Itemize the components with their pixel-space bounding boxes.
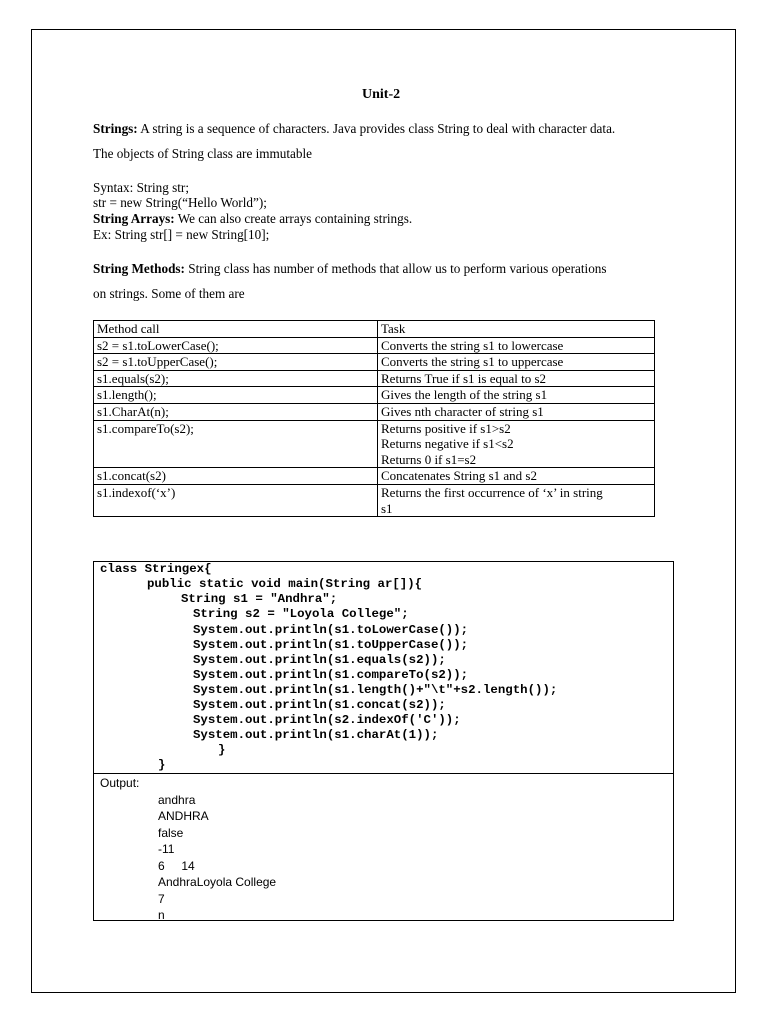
table-row <box>94 354 655 371</box>
method-call-cell: s1.length(); <box>94 387 378 404</box>
method-call-cell: s1.equals(s2); <box>94 370 378 387</box>
task-cell <box>378 484 655 516</box>
table-row <box>94 420 655 468</box>
output-line: 6 14 <box>158 859 195 873</box>
header-task: Task <box>378 321 655 338</box>
output-label: Output: <box>100 776 140 790</box>
output-line: n <box>158 908 165 922</box>
task-cell: Gives the length of the string s1 <box>378 387 655 404</box>
code-block <box>94 562 673 774</box>
array-example-line: Ex: String str[] = new String[10]; <box>93 227 270 242</box>
method-call-cell: s1.concat(s2) <box>94 468 378 485</box>
code-example-box <box>93 561 674 921</box>
methods-intro-term: String Methods: <box>93 261 185 276</box>
code-line: System.out.println(s1.toLowerCase()); <box>193 623 469 637</box>
table-row <box>94 370 655 387</box>
code-line: System.out.println(s1.concat(s2)); <box>193 698 446 712</box>
string-arrays-text: We can also create arrays containing strings. <box>174 211 413 226</box>
task-line: s1 <box>381 500 393 516</box>
table-row <box>94 387 655 404</box>
code-line: String s2 = "Loyola College"; <box>193 607 409 621</box>
task-cell: Returns True if s1 is equal to s2 <box>378 370 655 387</box>
table-row <box>94 403 655 420</box>
code-line: System.out.println(s2.indexOf('C')); <box>193 713 461 727</box>
task-line: Returns the first occurrence of ‘x’ in string <box>381 484 603 500</box>
methods-intro-text: String class has number of methods that allow us to perform various operations <box>184 261 607 276</box>
table-row <box>94 484 655 516</box>
task-cell: Gives nth character of string s1 <box>378 403 655 420</box>
task-cell: Concatenates String s1 and s2 <box>378 468 655 485</box>
task-line: Returns positive if s1>s2 <box>381 420 511 436</box>
code-line: class Stringex{ <box>100 562 212 576</box>
method-call-cell: s2 = s1.toLowerCase(); <box>94 337 378 354</box>
code-line: String s1 = "Andhra"; <box>181 592 338 606</box>
task-cell: Converts the string s1 to uppercase <box>378 354 655 371</box>
syntax-line-2: str = new String(“Hello World”); <box>93 195 267 210</box>
code-line: System.out.println(s1.length()+"\t"+s2.length()); <box>193 683 558 697</box>
task-line: Returns 0 if s1=s2 <box>381 451 477 467</box>
code-line: System.out.println(s1.charAt(1)); <box>193 728 439 742</box>
code-line: System.out.println(s1.compareTo(s2)); <box>193 668 469 682</box>
method-call-cell: s2 = s1.toUpperCase(); <box>94 354 378 371</box>
output-line: ANDHRA <box>158 809 209 823</box>
task-line: Returns negative if s1<s2 <box>381 436 514 452</box>
method-call-cell: s1.indexof(‘x’) <box>94 484 378 516</box>
code-line: public static void main(String ar[]){ <box>147 577 423 591</box>
output-line: 7 <box>158 892 165 906</box>
method-call-cell: s1.CharAt(n); <box>94 403 378 420</box>
code-line: } <box>218 743 226 757</box>
methods-intro-line-2: on strings. Some of them are <box>93 286 245 301</box>
table-row <box>94 337 655 354</box>
table-row <box>94 468 655 485</box>
methods-intro-line-1 <box>93 261 607 277</box>
method-call-cell: s1.compareTo(s2); <box>94 420 378 468</box>
output-line: AndhraLoyola College <box>158 875 277 889</box>
syntax-line-1: Syntax: String str; <box>93 180 189 195</box>
string-arrays-line <box>93 211 412 227</box>
code-line: System.out.println(s1.toUpperCase()); <box>193 638 469 652</box>
string-arrays-term: String Arrays: <box>93 211 175 226</box>
code-line: } <box>158 758 166 772</box>
intro-term: Strings: <box>93 121 138 136</box>
page-title: Unit-2 <box>362 87 401 102</box>
task-cell: Converts the string s1 to lowercase <box>378 337 655 354</box>
code-line: System.out.println(s1.equals(s2)); <box>193 653 446 667</box>
output-line: andhra <box>158 793 196 807</box>
output-line: false <box>158 826 184 840</box>
header-method-call: Method call <box>94 321 378 338</box>
intro-text: A string is a sequence of characters. Java provides class String to deal with character data. <box>137 121 616 136</box>
output-line: -11 <box>158 842 175 856</box>
string-methods-table <box>93 320 655 517</box>
task-cell <box>378 420 655 468</box>
table-header-row <box>94 321 655 338</box>
intro-line-1 <box>93 121 615 137</box>
intro-line-2: The objects of String class are immutable <box>93 146 312 161</box>
